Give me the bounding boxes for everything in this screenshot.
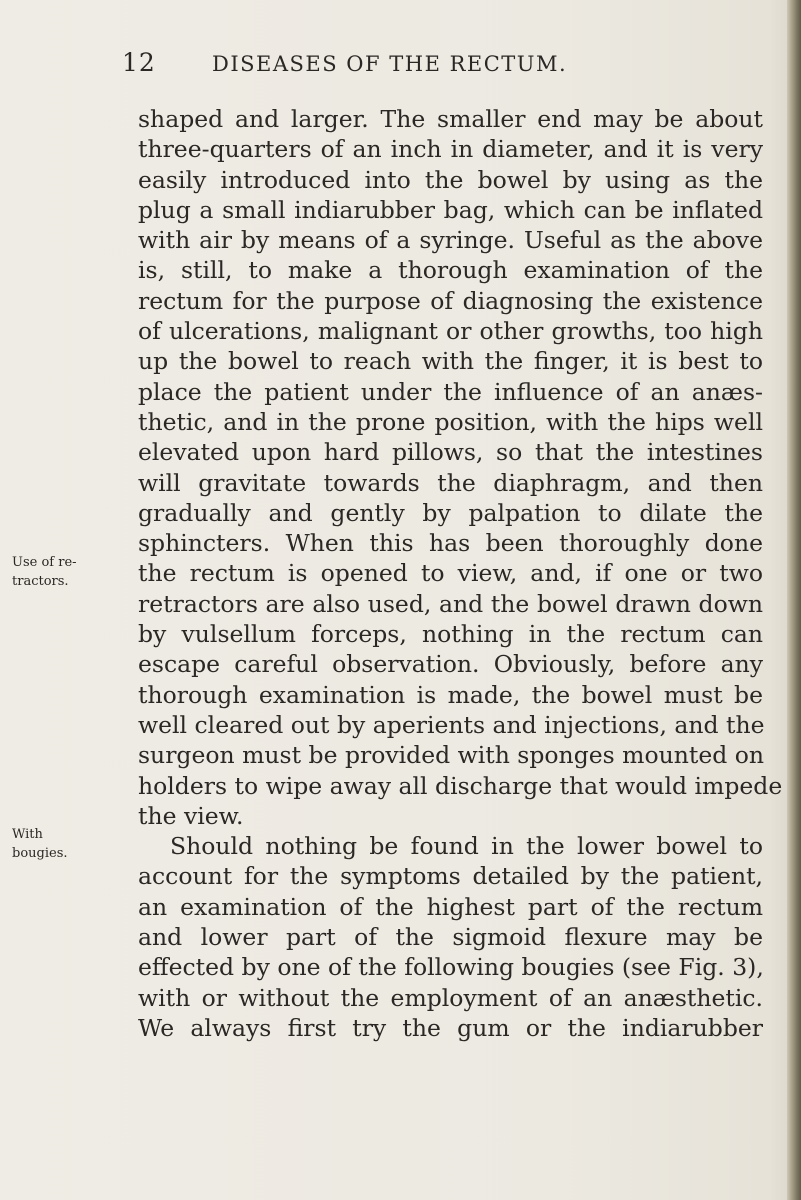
text-line: thorough examination is made, the bowel must be [138, 680, 763, 709]
text-line: an examination of the highest part of the rectum [138, 892, 763, 921]
text-line: rectum for the purpose of diagnosing the existence [138, 286, 763, 315]
text-line: effected by one of the following bougies (see Fig. 3), [138, 953, 764, 982]
text-line: and lower part of the sigmoid flexure may be [138, 923, 763, 952]
text-line: three-quarters of an inch in diameter, and it is very [138, 135, 763, 164]
margin-note-retractors [12, 553, 77, 591]
text-line: sphincters. When this has been thoroughly done [138, 529, 763, 558]
text-line: surgeon must be provided with sponges mounted on [138, 741, 765, 770]
margin-note-line: Use of re- [12, 555, 77, 570]
text-line: holders to wipe away all discharge that would impede [138, 771, 783, 800]
text-line: well cleared out by aperients and injections, and the [138, 710, 765, 739]
text-line: gradually and gently by palpation to dilate the [138, 498, 763, 527]
text-line: is, still, to make a thorough examination of the [138, 256, 763, 285]
running-title: DISEASES OF THE RECTUM. [212, 52, 568, 76]
text-line: with air by means of a syringe. Useful as the above [138, 226, 763, 255]
text-line: easily introduced into the bowel by using as the [138, 165, 763, 194]
text-line: up the bowel to reach with the finger, it is best to [138, 347, 763, 376]
running-head [0, 48, 790, 88]
margin-note-line: bougies. [12, 846, 68, 861]
text-line: plug a small indiarubber bag, which can be inflated [138, 195, 763, 224]
margin-note-bougies [12, 825, 68, 863]
text-line: escape careful observation. Obviously, before any [138, 650, 763, 679]
page-number: 12 [122, 48, 156, 77]
text-line: Should nothing be found in the lower bowel to [170, 832, 763, 861]
text-line: account for the symptoms detailed by the patient, [138, 862, 763, 891]
text-line: elevated upon hard pillows, so that the intestines [138, 438, 763, 467]
text-line: We always first try the gum or the indiarubber [138, 1013, 763, 1042]
text-line: shaped and larger. The smaller end may be about [138, 105, 763, 133]
margin-note-line: tractors. [12, 574, 69, 589]
text-line: place the patient under the influence of an anæs- [138, 377, 763, 406]
text-line: of ulcerations, malignant or other growths, too high [138, 317, 763, 346]
text-line: thetic, and in the prone position, with the hips well [138, 407, 763, 436]
text-line: with or without the employment of an anæsthetic. [138, 983, 763, 1012]
text-line: retractors are also used, and the bowel drawn down [138, 589, 763, 618]
page-binding-edge [787, 0, 801, 1200]
text-line: the view. [138, 801, 244, 830]
text-line: will gravitate towards the diaphragm, and then [138, 468, 763, 497]
text-line: the rectum is opened to view, and, if one or two [138, 559, 763, 588]
text-line: by vulsellum forceps, nothing in the rectum can [138, 620, 763, 649]
body-text [138, 104, 783, 1043]
margin-note-line: With [12, 827, 43, 842]
